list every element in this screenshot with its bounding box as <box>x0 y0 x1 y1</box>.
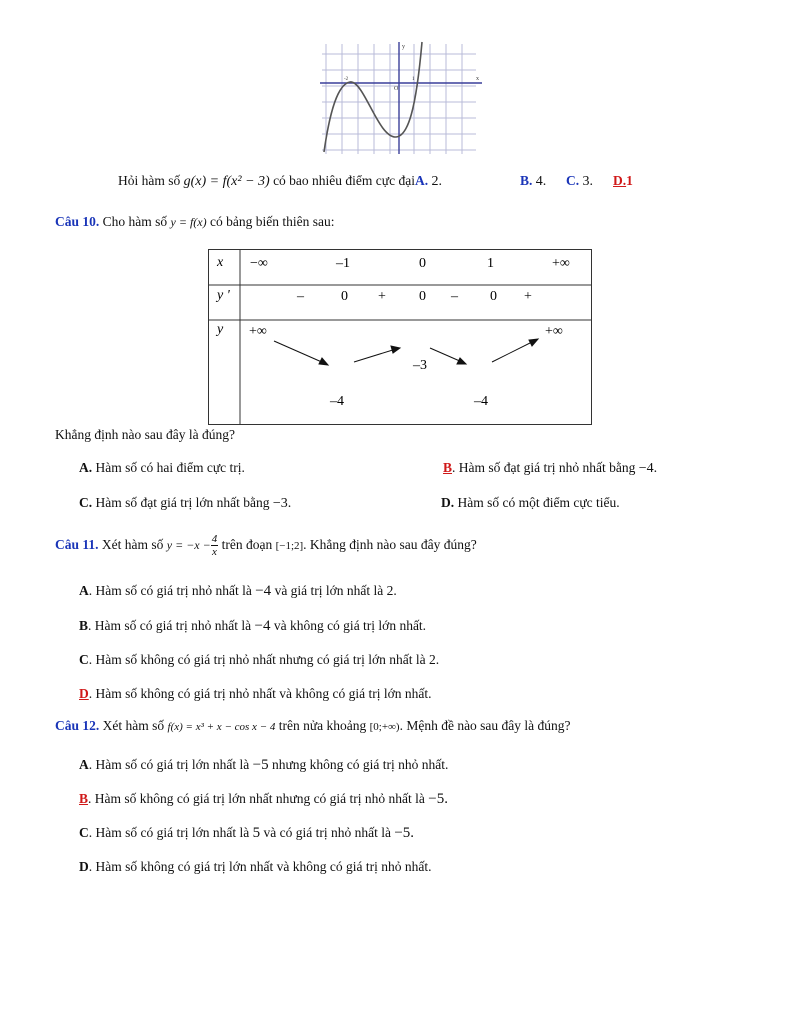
q10-option-c-value: −3. <box>272 496 292 511</box>
q12-option-c-label: C <box>79 825 89 840</box>
q11-option-b-text-end: và không có giá trị lớn nhất. <box>273 618 427 633</box>
q11-option-c-label: C <box>79 652 89 667</box>
table-y-value: +∞ <box>545 324 563 339</box>
function-graph <box>316 40 484 154</box>
q12-text-mid: trên nửa khoảng <box>278 718 367 733</box>
table-sign: 0 <box>419 289 426 304</box>
q12-text-after: . Mệnh đề nào sau đây là đúng? <box>399 718 571 733</box>
table-x-value: −∞ <box>250 256 268 271</box>
variation-table <box>208 249 592 425</box>
origin-label: O <box>394 86 399 92</box>
q11-option-a-value: −4 <box>255 583 272 599</box>
q10-label: Câu 10. <box>55 214 100 229</box>
q10-stem <box>55 214 334 230</box>
q11-option-b[interactable] <box>79 618 426 635</box>
q10-option-d[interactable] <box>441 495 620 511</box>
intro-option-b-value: 4. <box>535 174 547 189</box>
q10-option-a[interactable] <box>79 460 245 476</box>
table-x-value: +∞ <box>552 256 570 271</box>
q12-option-c-text: . Hàm số có giá trị lớn nhất là <box>88 825 250 840</box>
table-y-value: –4 <box>474 394 488 409</box>
q12-option-d-label: D <box>79 859 89 874</box>
table-y-value: –3 <box>413 358 427 373</box>
table-sign: 0 <box>341 289 348 304</box>
q10-option-b-label: B <box>443 460 453 475</box>
intro-expression: g(x) = f(x² − 3) <box>183 174 270 189</box>
intro-option-d-label: D. <box>613 173 627 188</box>
q10-option-b[interactable] <box>443 460 657 477</box>
table-y-value: +∞ <box>249 324 267 339</box>
intro-option-c <box>566 173 593 190</box>
q11-option-d[interactable] <box>79 686 431 702</box>
q10-prompt: Khẳng định nào sau đây là đúng? <box>55 427 235 442</box>
q10-text-after: có bảng biến thiên sau: <box>209 214 335 229</box>
y-axis-label: y <box>402 44 405 50</box>
q11-label: Câu 11. <box>55 537 99 552</box>
table-sign: 0 <box>490 289 497 304</box>
q12-option-b-label: B <box>79 791 89 806</box>
q11-option-b-text: . Hàm số có giá trị nhỏ nhất là <box>88 618 252 633</box>
q10-text-before: Cho hàm số <box>102 214 168 229</box>
table-sign: – <box>451 289 458 304</box>
q12-option-c-text-mid: và có giá trị nhỏ nhất là <box>263 825 391 840</box>
table-yprime-label: y ' <box>217 288 230 303</box>
q10-expression: y = f(x) <box>170 215 207 229</box>
q12-option-b[interactable] <box>79 791 448 808</box>
table-x-value: 0 <box>419 256 426 271</box>
q12-option-a-value: −5 <box>252 757 269 773</box>
table-sign: + <box>524 289 532 304</box>
q12-option-b-text: . Hàm số không có giá trị lớn nhất nhưng có giá trị nhỏ nhất là <box>88 791 425 806</box>
q12-option-c-value-1: 5 <box>252 825 261 841</box>
q11-option-c-text: . Hàm số không có giá trị nhỏ nhất nhưng có giá trị lớn nhất là 2. <box>88 652 440 667</box>
function-curve <box>324 42 422 152</box>
q11-option-b-label: B <box>79 618 89 633</box>
q11-option-a[interactable] <box>79 583 397 600</box>
q12-option-c-value-2: −5. <box>394 825 415 841</box>
q12-option-c[interactable] <box>79 825 414 842</box>
table-sign: + <box>378 289 386 304</box>
table-y-value: –4 <box>330 394 344 409</box>
q11-option-c[interactable] <box>79 652 439 668</box>
q11-fraction-numerator: 4 <box>211 533 218 546</box>
intro-option-c-value: 3. <box>582 174 593 189</box>
variation-arrows <box>274 339 538 365</box>
q11-text-after: . Khẳng định nào sau đây đúng? <box>303 537 477 552</box>
q12-stem <box>55 718 571 734</box>
q10-option-c-label: C. <box>79 495 93 510</box>
q10-option-d-text: Hàm số có một điểm cực tiểu. <box>457 495 620 510</box>
q11-interval: [−1;2] <box>275 540 304 552</box>
intro-option-d-value: 1 <box>626 173 633 188</box>
intro-option-b-label: B. <box>520 173 533 188</box>
q10-option-c-text: Hàm số đạt giá trị lớn nhất bằng <box>95 495 270 510</box>
q12-option-d-text: . Hàm số không có giá trị lớn nhất và không có giá trị nhỏ nhất. <box>88 859 432 874</box>
q12-option-d[interactable] <box>79 859 431 875</box>
q12-option-a-label: A <box>79 757 89 772</box>
q12-expression: f(x) = x³ + x − cos x − 4 <box>167 721 276 733</box>
q11-expression: y = −x − <box>166 538 211 552</box>
q10-option-c[interactable] <box>79 495 291 512</box>
q12-option-b-value: −5. <box>428 791 449 807</box>
q11-stem <box>55 530 477 566</box>
intro-text-after: có bao nhiêu điểm cực đại <box>273 173 415 188</box>
q11-option-b-value: −4 <box>254 618 271 634</box>
table-x-value: –1 <box>336 256 350 271</box>
intro-option-a-label: A. <box>414 173 429 188</box>
intro-option-a-value: 2. <box>431 174 442 189</box>
q11-text-before: Xét hàm số <box>101 537 164 552</box>
q11-fraction <box>211 533 219 558</box>
q11-option-d-label: D <box>79 686 89 701</box>
q12-option-a[interactable] <box>79 757 448 774</box>
table-sign: – <box>297 289 304 304</box>
intro-option-c-label: C. <box>566 173 580 188</box>
q11-option-a-text: . Hàm số có giá trị nhỏ nhất là <box>88 583 252 598</box>
table-y-label: y <box>217 322 224 337</box>
q12-interval: [0;+∞) <box>369 721 400 733</box>
q11-text-mid: trên đoạn <box>221 537 273 552</box>
q10-option-b-value: −4. <box>638 461 658 476</box>
intro-question <box>118 173 442 190</box>
x-axis-label: x <box>476 76 479 82</box>
intro-text-before: Hỏi hàm số <box>118 173 181 188</box>
tick-label-1: 1 <box>412 77 415 82</box>
q12-text-before: Xét hàm số <box>102 718 165 733</box>
q10-option-d-label: D. <box>441 495 455 510</box>
q10-option-a-label: A. <box>79 460 93 475</box>
intro-option-b <box>520 173 546 190</box>
q12-option-a-text: . Hàm số có giá trị lớn nhất là <box>88 757 250 772</box>
q11-option-d-text: . Hàm số không có giá trị nhỏ nhất và không có giá trị lớn nhất. <box>88 686 432 701</box>
q11-fraction-denominator: x <box>212 546 217 559</box>
intro-option-d <box>613 173 633 189</box>
q11-option-a-text-end: và giá trị lớn nhất là 2. <box>274 583 397 598</box>
table-x-value: 1 <box>487 256 494 271</box>
q10-option-a-text: Hàm số có hai điểm cực trị. <box>95 460 245 475</box>
table-x-label: x <box>217 255 224 270</box>
q10-option-b-text: . Hàm số đạt giá trị nhỏ nhất bằng <box>452 460 636 475</box>
tick-label-minus-2: -2 <box>344 77 349 82</box>
q11-option-a-label: A <box>79 583 89 598</box>
q12-label: Câu 12. <box>55 718 100 733</box>
q12-option-a-text-end: nhưng không có giá trị nhỏ nhất. <box>271 757 449 772</box>
